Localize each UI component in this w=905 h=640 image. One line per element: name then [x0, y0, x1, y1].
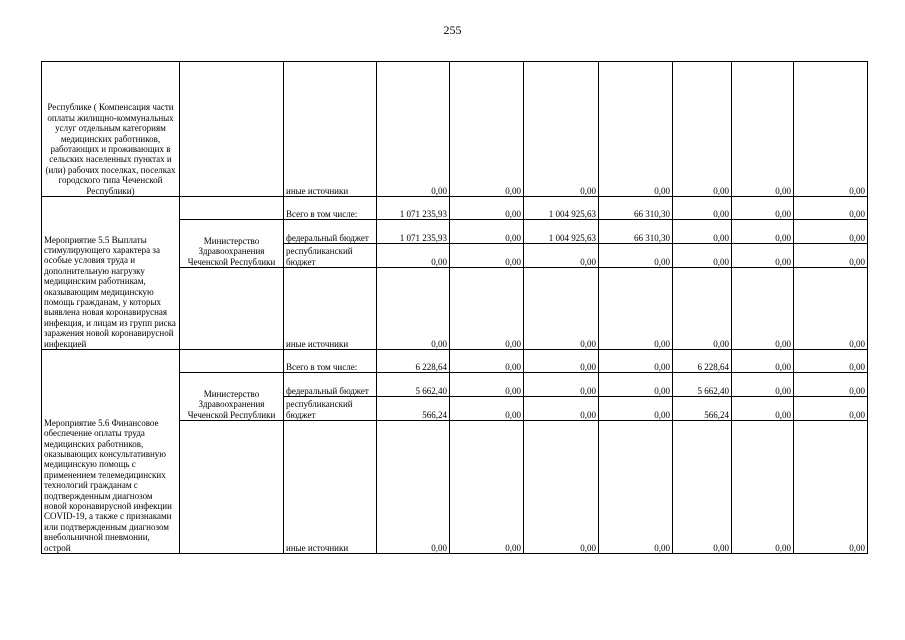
- value-cell: 0,00: [794, 268, 868, 350]
- value-cell: 5 662,40: [377, 373, 450, 397]
- value-cell: 1 071 235,93: [377, 220, 450, 244]
- value-cell: 0,00: [794, 244, 868, 268]
- page-number: 255: [443, 23, 462, 37]
- value-cell: 0,00: [450, 244, 524, 268]
- funding-source: федеральный бюджет: [284, 373, 377, 397]
- value-cell: 0,00: [673, 268, 732, 350]
- value-cell: 0,00: [732, 197, 794, 220]
- event-description: Мероприятие 5.5 Выплаты стимулирующего характера за особые условия труда и дополнительную нагрузку медицинским работникам, оказывающим медицинскую помощь гражданам, у которых выявлена новая коронавирусная инфекция, и лицам из групп риска заражения новой коронавирусной инфекцией: [42, 197, 180, 350]
- value-cell: 0,00: [377, 244, 450, 268]
- executor-cell: Министерство Здравоохранения Чеченской Республики: [180, 373, 284, 421]
- value-cell: 0,00: [599, 421, 673, 554]
- value-cell: 0,00: [450, 220, 524, 244]
- value-cell: 0,00: [794, 62, 868, 197]
- funding-source: Всего в том числе:: [284, 350, 377, 373]
- funding-source: иные источники: [284, 421, 377, 554]
- value-cell: 1 004 925,63: [524, 220, 599, 244]
- table-row: [42, 62, 868, 197]
- value-cell: 0,00: [673, 62, 732, 197]
- value-cell: 66 310,30: [599, 220, 673, 244]
- value-cell: 0,00: [599, 397, 673, 421]
- executor-cell: [180, 421, 284, 554]
- budget-table: [41, 61, 868, 554]
- value-cell: 566,24: [377, 397, 450, 421]
- value-cell: 0,00: [524, 421, 599, 554]
- value-cell: 0,00: [450, 197, 524, 220]
- value-cell: 0,00: [524, 350, 599, 373]
- value-cell: 0,00: [732, 244, 794, 268]
- value-cell: 0,00: [673, 220, 732, 244]
- value-cell: 0,00: [450, 268, 524, 350]
- executor-cell: Министерство Здравоохранения Чеченской Республики: [180, 220, 284, 268]
- value-cell: 0,00: [732, 373, 794, 397]
- value-cell: 0,00: [599, 268, 673, 350]
- value-cell: 0,00: [794, 197, 868, 220]
- value-cell: 0,00: [794, 421, 868, 554]
- value-cell: 0,00: [524, 373, 599, 397]
- funding-source: Всего в том числе:: [284, 197, 377, 220]
- value-cell: 0,00: [673, 421, 732, 554]
- value-cell: 0,00: [599, 350, 673, 373]
- table-row: [42, 350, 868, 373]
- value-cell: 0,00: [794, 220, 868, 244]
- value-cell: 6 228,64: [673, 350, 732, 373]
- table-row: [42, 197, 868, 220]
- value-cell: 66 310,30: [599, 197, 673, 220]
- value-cell: 0,00: [732, 397, 794, 421]
- value-cell: 6 228,64: [377, 350, 450, 373]
- value-cell: 0,00: [732, 220, 794, 244]
- value-cell: 0,00: [599, 62, 673, 197]
- executor-cell: [180, 268, 284, 350]
- value-cell: 0,00: [673, 197, 732, 220]
- value-cell: 0,00: [450, 373, 524, 397]
- value-cell: 0,00: [794, 373, 868, 397]
- executor-cell: [180, 62, 284, 197]
- value-cell: 0,00: [673, 244, 732, 268]
- value-cell: 0,00: [377, 268, 450, 350]
- value-cell: 0,00: [732, 62, 794, 197]
- value-cell: 0,00: [732, 421, 794, 554]
- value-cell: 0,00: [450, 397, 524, 421]
- value-cell: 0,00: [599, 244, 673, 268]
- value-cell: 0,00: [794, 350, 868, 373]
- funding-source: иные источники: [284, 62, 377, 197]
- value-cell: 1 071 235,93: [377, 197, 450, 220]
- value-cell: 0,00: [599, 373, 673, 397]
- executor-cell: [180, 197, 284, 220]
- executor-cell: [180, 350, 284, 373]
- value-cell: 0,00: [524, 244, 599, 268]
- event-description: Республике ( Компенсация части оплаты жилищно-коммунальных услуг отдельным категориям медицинских работников, работающих и проживающих в сельских населенных пунктах и (или) рабочих поселках, поселках городского типа Чеченской Республики): [42, 62, 180, 197]
- value-cell: 5 662,40: [673, 373, 732, 397]
- value-cell: 0,00: [524, 397, 599, 421]
- value-cell: 1 004 925,63: [524, 197, 599, 220]
- value-cell: 0,00: [450, 62, 524, 197]
- value-cell: 0,00: [794, 397, 868, 421]
- value-cell: 0,00: [377, 421, 450, 554]
- value-cell: 0,00: [450, 350, 524, 373]
- funding-source: федеральный бюджет: [284, 220, 377, 244]
- event-description: Мероприятие 5.6 Финансовое обеспечение оплаты труда медицинских работников, оказывающих консультативную медицинскую помощь с применением телемедицинских технологий гражданам с подтвержденным диагнозом новой коронавирусной инфекции COVID-19, а также с признаками или подтвержденным диагнозом внебольничной пневмонии, острой: [42, 350, 180, 554]
- funding-source: иные источники: [284, 268, 377, 350]
- value-cell: 0,00: [524, 268, 599, 350]
- value-cell: 566,24: [673, 397, 732, 421]
- value-cell: 0,00: [450, 421, 524, 554]
- value-cell: 0,00: [377, 62, 450, 197]
- value-cell: 0,00: [732, 350, 794, 373]
- value-cell: 0,00: [524, 62, 599, 197]
- funding-source: республиканский бюджет: [284, 244, 377, 268]
- value-cell: 0,00: [732, 268, 794, 350]
- funding-source: республиканский бюджет: [284, 397, 377, 421]
